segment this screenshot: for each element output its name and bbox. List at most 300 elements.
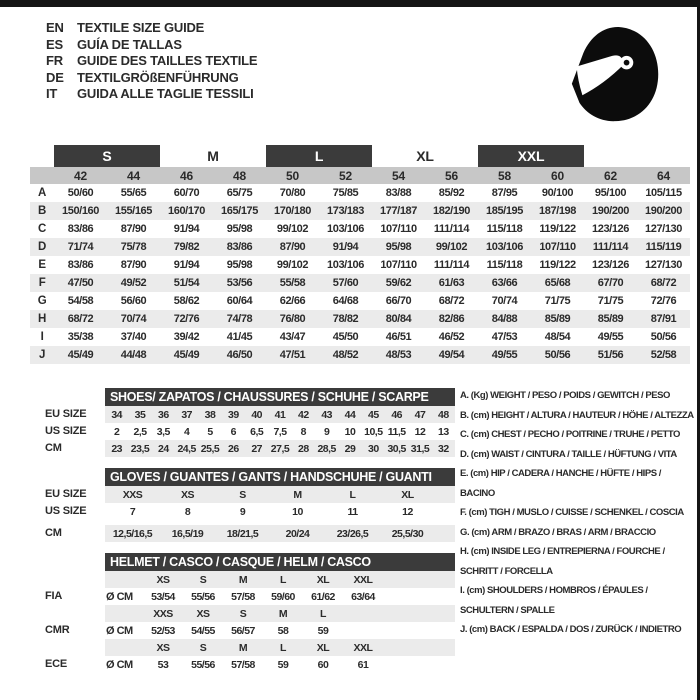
cell: 55/58: [279, 277, 306, 289]
language-title: TEXTILGRÖßENFÜHRUNG: [77, 69, 239, 85]
cell: 83/88: [385, 187, 412, 199]
cell: 41: [274, 408, 286, 421]
cell: 25,5/30: [391, 527, 424, 540]
cell: 62/66: [279, 295, 306, 307]
cell: 12: [414, 425, 426, 438]
legend: [460, 386, 694, 640]
cell: 37/40: [120, 331, 147, 343]
cell: 46/52: [438, 331, 465, 343]
cell: 49/54: [438, 349, 465, 361]
language-code: FR: [46, 53, 63, 68]
size-group-xl: XL: [416, 147, 434, 164]
cell: 28,5: [317, 442, 336, 455]
cell: 26: [227, 442, 239, 455]
cell: 30: [367, 442, 379, 455]
cell: 71/75: [544, 295, 571, 307]
cell: 13: [437, 425, 449, 438]
cell: 35: [134, 408, 146, 421]
row-cells: [105, 503, 455, 520]
size-label: 52: [339, 168, 352, 183]
cell: 49/55: [491, 349, 518, 361]
cell: 31,5: [410, 442, 430, 455]
cell: 177/187: [380, 205, 417, 217]
size-label: 42: [74, 168, 87, 183]
cell: 190/200: [592, 205, 629, 217]
cell: 6: [230, 425, 236, 438]
cell: 2,5: [133, 425, 147, 438]
helmet-sizes-row: [45, 571, 457, 588]
cell: 23: [111, 442, 122, 455]
size-group-s: S: [54, 145, 160, 167]
cell: 18/21,5: [226, 527, 259, 540]
cell: 187/198: [539, 205, 576, 217]
row-cells: [105, 440, 455, 457]
helmet-section-title: HELMET / CASCO / CASQUE / HELM / CASCO: [105, 553, 455, 571]
cell: 65/75: [226, 187, 253, 199]
table-row: [45, 525, 457, 542]
cell: 83/86: [226, 241, 253, 253]
row-cells: [105, 486, 455, 503]
size-label: M: [238, 641, 248, 654]
cell: 45/49: [173, 349, 200, 361]
cell: 42: [297, 408, 309, 421]
cell: 48/52: [332, 349, 359, 361]
cell: 103/106: [327, 259, 364, 271]
cell: 10: [292, 505, 303, 518]
size-label: S: [199, 573, 207, 586]
main-size-table: [30, 144, 690, 364]
cell: 12: [402, 505, 413, 518]
cell: 87/90: [120, 223, 147, 235]
cell: 103/106: [327, 223, 364, 235]
cell: 127/130: [645, 259, 682, 271]
size-label: XS: [196, 607, 210, 620]
cell: 127/130: [645, 223, 682, 235]
cell: 59/60: [271, 590, 295, 603]
cell: 91/94: [332, 241, 359, 253]
cell: 72/76: [173, 313, 200, 325]
cell: 50/56: [650, 331, 677, 343]
cell: 38: [204, 408, 216, 421]
helmet-values-row: [45, 622, 457, 639]
language-code: EN: [46, 20, 64, 35]
cell: 29: [344, 442, 356, 455]
cell: 12,5/16,5: [112, 527, 153, 540]
row-cells: [105, 588, 455, 605]
cell: 67/70: [597, 277, 624, 289]
table-row: [30, 238, 690, 256]
table-row: [45, 440, 457, 457]
size-label: L: [280, 641, 286, 654]
legend-item: J. (cm) BACK / ESPALDA / DOS / ZURÜCK / INDIETRO: [460, 624, 682, 635]
cell: 68/72: [67, 313, 94, 325]
cell: 9: [323, 425, 330, 438]
unit-label: Ø CM: [106, 624, 133, 637]
cell: M: [293, 488, 302, 501]
legend-item: F. (cm) TIGH / MUSLO / CUISSE / SCHENKEL / COSCIA: [460, 507, 684, 518]
cell: 6,5: [250, 425, 264, 438]
row-letter: H: [38, 313, 46, 325]
cell: 185/195: [486, 205, 523, 217]
cell: 66/70: [385, 295, 412, 307]
cell: 58: [277, 624, 289, 637]
cell: 95/98: [385, 241, 412, 253]
cell: 55/56: [191, 658, 215, 671]
cell: 83/86: [67, 259, 94, 271]
size-label: XS: [156, 641, 170, 654]
cell: 115/119: [645, 241, 682, 253]
language-row: [46, 37, 257, 54]
table-row: [30, 292, 690, 310]
row-cells: [105, 406, 455, 423]
cell: 87/91: [650, 313, 677, 325]
language-code: DE: [46, 69, 64, 85]
cell: 155/165: [115, 205, 152, 217]
cell: 46/50: [226, 349, 253, 361]
cell: 37: [181, 408, 192, 421]
cell: 99/102: [276, 223, 309, 235]
cell: 56/60: [120, 295, 147, 307]
cell: 2: [113, 425, 120, 438]
cell: 76/80: [279, 313, 306, 325]
row-cells: [105, 639, 455, 656]
language-row: [46, 20, 257, 37]
cell: 115/118: [486, 259, 523, 271]
cell: 95/98: [226, 223, 253, 235]
row-letter: G: [37, 295, 47, 307]
cell: 16,5/19: [171, 527, 204, 540]
table-row: [45, 423, 457, 440]
cell: 111/114: [433, 223, 470, 235]
cell: 107/110: [380, 223, 417, 235]
legend-item: B. (cm) HEIGHT / ALTURA / HAUTEUR / HÖHE / ALTEZZA: [460, 409, 694, 421]
helmet-sizes-row: [45, 605, 457, 622]
cell: 53/56: [226, 277, 253, 289]
legend-item: I. (cm) SHOULDERS / HOMBROS / ÉPAULES / SCHULTERN / SPALLE: [460, 585, 648, 616]
cell: 85/89: [597, 313, 624, 325]
cell: 173/183: [327, 205, 364, 217]
cell: 65/68: [544, 277, 571, 289]
cell: 50/60: [67, 187, 94, 199]
size-label: 62: [604, 168, 617, 183]
cell: XL: [401, 488, 414, 501]
size-label: 64: [657, 168, 670, 183]
cell: 45/50: [332, 331, 359, 343]
size-label: S: [199, 641, 207, 654]
cell: 115/118: [486, 223, 523, 235]
table-row: [30, 202, 690, 220]
language-title: GUÍA DE TALLAS: [77, 36, 182, 52]
language-title: GUIDA ALLE TAGLIE TESSILI: [77, 86, 254, 101]
top-border-bar: [0, 0, 700, 7]
cell: 35/38: [67, 331, 94, 343]
row-letter: E: [38, 259, 46, 271]
helmet-body: [45, 571, 457, 673]
cell: 58/62: [173, 295, 200, 307]
row-letter: D: [38, 241, 46, 253]
cell: 46/51: [385, 331, 412, 343]
cell: 95/100: [594, 187, 627, 199]
cell: 54/58: [67, 295, 94, 307]
cell: 11,5: [387, 425, 406, 438]
shoes-section-title: SHOES/ ZAPATOS / CHAUSSURES / SCHUHE / SCARPE: [105, 388, 455, 406]
cell: 119/122: [539, 223, 576, 235]
cell: 40: [251, 408, 262, 421]
language-row: [46, 53, 257, 70]
row-label: CM: [45, 527, 62, 539]
cell: 190/200: [645, 205, 682, 217]
cell: 59/62: [385, 277, 412, 289]
cell: 24: [157, 442, 169, 455]
size-label: 46: [180, 168, 193, 183]
cell: XXS: [122, 488, 143, 501]
row-label: [45, 605, 105, 622]
cell: 63/64: [351, 590, 375, 603]
cell: 27,5: [270, 442, 290, 455]
cell: 28: [297, 442, 309, 455]
table-row: [30, 310, 690, 328]
cell: 79/82: [173, 241, 200, 253]
cell: 61: [357, 658, 369, 671]
cell: 3,5: [156, 425, 170, 438]
size-label: XXS: [153, 607, 173, 620]
cell: 47/53: [491, 331, 518, 343]
cell: 49/52: [120, 277, 147, 289]
cell: 68/72: [438, 295, 465, 307]
cell: 83/86: [67, 223, 94, 235]
cell: 99/102: [435, 241, 468, 253]
cell: 84/88: [491, 313, 518, 325]
cell: 25,5: [200, 442, 220, 455]
language-title: GUIDE DES TAILLES TEXTILE: [77, 53, 258, 68]
size-label: 50: [286, 168, 299, 183]
row-cells: [105, 423, 455, 440]
size-label: 54: [392, 168, 405, 183]
cell: 74/78: [226, 313, 253, 325]
gloves-body: [45, 486, 457, 542]
cell: 47: [414, 408, 426, 421]
helmet-sizes-row: [45, 639, 457, 656]
cell: 57/58: [231, 590, 255, 603]
cell: 51/54: [173, 277, 200, 289]
cell: L: [349, 488, 356, 501]
size-label: 44: [127, 168, 140, 183]
cell: 82/86: [438, 313, 465, 325]
cell: 52/53: [151, 624, 175, 637]
cell: 107/110: [380, 259, 417, 271]
cell: 46: [391, 408, 402, 421]
cell: 150/160: [62, 205, 99, 217]
cell: 75/78: [120, 241, 147, 253]
gloves-section: [45, 468, 457, 542]
cell: 90/100: [541, 187, 574, 199]
language-list: [46, 20, 257, 103]
cell: 4: [183, 425, 190, 438]
row-cells: [105, 525, 455, 542]
cell: 55/65: [120, 187, 147, 199]
row-cells: [105, 571, 455, 588]
cell: 34: [111, 408, 122, 421]
cell: 8: [300, 425, 306, 438]
shoes-body: [45, 406, 457, 457]
cell: 44/48: [120, 349, 147, 361]
table-row: [30, 346, 690, 364]
cell: 95/98: [226, 259, 253, 271]
cell: 56/57: [231, 624, 255, 637]
cell: 123/126: [592, 259, 629, 271]
size-label: M: [238, 573, 248, 586]
cell: 64/68: [332, 295, 359, 307]
language-code: IT: [46, 86, 58, 101]
cell: 78/82: [332, 313, 359, 325]
cell: 23,5: [130, 442, 150, 455]
main-table-body: [30, 184, 690, 364]
table-row: [30, 274, 690, 292]
size-label: XL: [316, 573, 330, 586]
cell: 91/94: [173, 259, 200, 271]
cell: 27: [251, 442, 262, 455]
row-cells: [105, 656, 455, 673]
row-label: EU SIZE: [45, 408, 87, 420]
row-label: EU SIZE: [45, 488, 87, 500]
cell: 91/94: [173, 223, 200, 235]
cell: 43/47: [279, 331, 306, 343]
gloves-section-title: GLOVES / GUANTES / GANTS / HANDSCHUHE / GUANTI: [105, 468, 455, 486]
row-label: [45, 639, 105, 656]
cell: 39/42: [173, 331, 200, 343]
cell: 51/56: [597, 349, 624, 361]
cell: 61/62: [311, 590, 335, 603]
cell: 107/110: [539, 241, 576, 253]
cell: 85/92: [438, 187, 465, 199]
cell: 111/114: [433, 259, 470, 271]
row-letter: I: [40, 331, 44, 343]
cell: 60: [317, 658, 329, 671]
cell: 55/56: [191, 590, 215, 603]
cell: 48/54: [544, 331, 571, 343]
cell: 59: [317, 624, 329, 637]
size-label: XS: [156, 573, 170, 586]
row-letter: C: [38, 223, 46, 235]
cell: 70/74: [491, 295, 518, 307]
cell: 36: [157, 408, 169, 421]
table-row: [45, 486, 457, 503]
size-label: L: [320, 607, 326, 620]
table-row: [30, 256, 690, 274]
cell: 41/45: [226, 331, 253, 343]
cell: 123/126: [592, 223, 629, 235]
legend-item: G. (cm) ARM / BRAZO / BRAS / ARM / BRACCIO: [460, 526, 656, 538]
cell: 99/102: [276, 259, 309, 271]
cell: 60/70: [173, 187, 200, 199]
cell: 45: [367, 408, 379, 421]
row-label: FIA: [45, 590, 63, 602]
row-letter: J: [39, 349, 45, 361]
size-label: XXL: [353, 573, 373, 586]
legend-item: C. (cm) CHEST / PECHO / POITRINE / TRUHE / PETTO: [460, 429, 680, 440]
cell: 85/89: [544, 313, 571, 325]
cell: 7,5: [273, 425, 287, 438]
row-letter: B: [38, 205, 46, 217]
cell: 44: [344, 408, 356, 421]
helmet-section: [45, 553, 457, 673]
row-cells: [105, 622, 455, 639]
size-band: [30, 167, 690, 184]
cell: 47/51: [279, 349, 306, 361]
legend-item: D. (cm) WAIST / CINTURA / TAILLE / HÜFTUNG / VITA: [460, 448, 677, 460]
cell: 39: [227, 408, 239, 421]
cell: 23/26,5: [336, 527, 369, 540]
legend-item: H. (cm) INSIDE LEG / ENTREPIERNA / FOURCHE / SCHRITT / FORCELLA: [460, 546, 665, 577]
cell: 103/106: [486, 241, 523, 253]
cell: 48/53: [385, 349, 412, 361]
size-label: 60: [551, 168, 564, 183]
cell: 10: [344, 425, 356, 438]
cell: 52/58: [650, 349, 677, 361]
cell: 87/90: [279, 241, 306, 253]
cell: 87/90: [120, 259, 147, 271]
size-label: 58: [498, 168, 511, 183]
cell: 54/55: [191, 624, 215, 637]
size-label: XL: [316, 641, 330, 654]
cell: 45/49: [67, 349, 94, 361]
table-row: [45, 406, 457, 423]
cell: 63/66: [491, 277, 518, 289]
row-label: US SIZE: [45, 425, 87, 437]
cell: 71/75: [597, 295, 624, 307]
cell: 53: [157, 658, 169, 671]
cell: 70/80: [279, 187, 306, 199]
row-cells: [105, 605, 455, 622]
size-group-xxl: XXL: [478, 145, 584, 167]
cell: 72/76: [650, 295, 677, 307]
cell: 160/170: [168, 205, 205, 217]
helmet-values-row: [45, 588, 457, 605]
helmet-values-row: [45, 656, 457, 673]
cell: 70/74: [120, 313, 147, 325]
cell: 9: [239, 505, 246, 518]
cell: 53/54: [151, 590, 175, 603]
cell: 111/114: [592, 241, 629, 253]
cell: 60/64: [226, 295, 253, 307]
row-letter: A: [38, 187, 46, 199]
row-label: CMR: [45, 624, 70, 636]
language-row: [46, 86, 257, 103]
row-label: [45, 571, 105, 588]
cell: 59: [277, 658, 289, 671]
cell: 10,5: [364, 425, 383, 438]
legend-item: E. (cm) HIP / CADERA / HANCHE / HÜFTE / HIPS / BACINO: [460, 468, 661, 499]
language-title: TEXTILE SIZE GUIDE: [77, 20, 205, 35]
cell: 47/50: [67, 277, 94, 289]
size-label: 56: [445, 168, 458, 183]
cell: 30,5: [387, 442, 406, 455]
cell: 170/180: [274, 205, 311, 217]
row-letter: F: [38, 277, 46, 289]
unit-label: Ø CM: [106, 590, 133, 603]
cell: 182/190: [433, 205, 470, 217]
cell: 68/72: [650, 277, 677, 289]
table-row: [45, 503, 457, 520]
cell: 57/60: [332, 277, 359, 289]
size-group-row: [30, 144, 690, 167]
cell: 105/115: [645, 187, 682, 199]
cell: 87/95: [491, 187, 518, 199]
legend-item: A. (Kg) WEIGHT / PESO / POIDS / GEWITCH / PESO: [460, 390, 670, 401]
cell: 57/58: [231, 658, 255, 671]
cell: 32: [437, 442, 449, 455]
cell: 49/55: [597, 331, 624, 343]
